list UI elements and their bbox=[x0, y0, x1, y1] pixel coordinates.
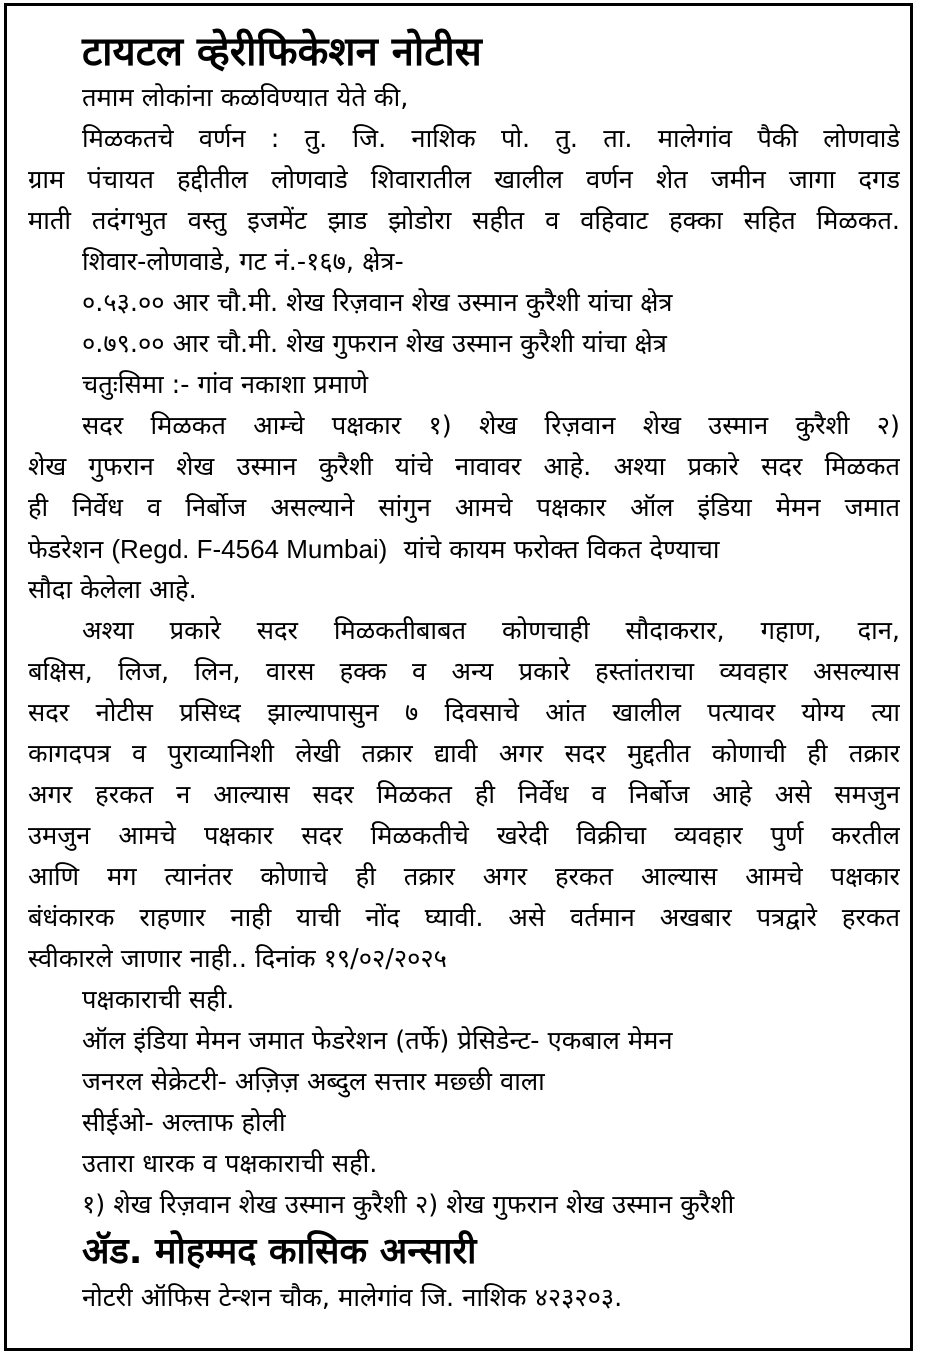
ceo-line: सीईओ- अल्ताफ होली bbox=[82, 1108, 286, 1138]
paragraph-line: स्वीकारले जाणार नाही.. दिनांक १९/०२/२०२५ bbox=[28, 944, 447, 974]
paragraph-line: सौदा केलेला आहे. bbox=[28, 575, 197, 605]
paragraph-line: बक्षिस, लिज, लिन, वारस हक्क व अन्य प्रकारे हस्तांतराचा व्यवहार असल्यास bbox=[28, 657, 900, 687]
paragraph-line: सदर मिळकत आम्चे पक्षकार १) शेख रिज़वान शेख उस्मान कुरैशी २) bbox=[82, 411, 900, 441]
description-line: मिळकतचे वर्णन : तु. जि. नाशिक पो. तु. ता. मालेगांव पैकी लोणवाडे bbox=[82, 124, 900, 154]
registration-number: (Regd. F-4564 Mumbai) bbox=[111, 534, 388, 564]
paragraph-line: शेख गुफरान शेख उस्मान कुरैशी यांचे नावावर आहे. अश्या प्रकारे सदर मिळकत bbox=[28, 452, 900, 482]
area-line: ०.५३.०० आर चौ.मी. शेख रिज़वान शेख उस्मान कुरैशी यांचा क्षेत्र bbox=[82, 288, 673, 318]
advocate-name: ॲड. मोहम्मद कासिक अन्सारी bbox=[82, 1231, 477, 1272]
paragraph-line: उमजुन आमचे पक्षकार सदर मिळकतीचे खरेदी विक्रीचा व्यवहार पुर्ण करतील bbox=[28, 821, 900, 851]
paragraph-text: यांचे कायम फरोक्त विकत देण्याचा bbox=[403, 535, 720, 565]
paragraph-line bbox=[28, 529, 900, 570]
paragraph-line: ही निर्वेध व निर्बोज असल्याने सांगुन आमचे पक्षकार ऑल इंडिया मेमन जमात bbox=[28, 493, 900, 523]
secretary-line: जनरल सेक्रेटरी- अज़िज़ अब्दुल सत्तार मछ्छी वाला bbox=[82, 1067, 545, 1097]
paragraph-line: आणि मग त्यानंतर कोणाचे ही तक्रार अगर हरकत आल्यास आमचे पक्षकार bbox=[28, 862, 900, 892]
paragraph-line: बंधंकारक राहणार नाही याची नोंद घ्यावी. असे वर्तमान अखबार पत्रद्वारे हरकत bbox=[28, 903, 900, 933]
greeting: तमाम लोकांना कळविण्यात येते की, bbox=[82, 83, 409, 113]
holders-line: १) शेख रिज़वान शेख उस्मान कुरैशी २) शेख गुफरान शेख उस्मान कुरैशी bbox=[82, 1190, 735, 1220]
paragraph-line: कागदपत्र व पुराव्यानिशी लेखी तक्रार द्यावी अगर सदर मुद्दतीत कोणाची ही तक्रार bbox=[28, 739, 900, 769]
organization-line: ऑल इंडिया मेमन जमात फेडरेशन (तर्फे) प्रेसिडेन्ट- एकबाल मेमन bbox=[82, 1026, 673, 1056]
notice-body bbox=[28, 26, 900, 1319]
area-line: ०.७९.०० आर चौ.मी. शेख गुफरान शेख उस्मान कुरैशी यांचा क्षेत्र bbox=[82, 329, 667, 359]
survey-line: शिवार-लोणवाडे, गट नं.-१६७, क्षेत्र- bbox=[82, 247, 404, 277]
boundaries-line: चतुःसिमा :- गांव नकाशा प्रमाणे bbox=[82, 370, 369, 400]
paragraph-text: फेडरेशन bbox=[28, 535, 104, 565]
holder-label: उतारा धारक व पक्षकाराची सही. bbox=[82, 1149, 378, 1179]
office-address: नोटरी ऑफिस टेन्शन चौक, मालेगांव जि. नाशिक ४२३२०३. bbox=[82, 1283, 623, 1313]
description-line: ग्राम पंचायत हद्दीतील लोणवाडे शिवारातील खालील वर्णन शेत जमीन जागा दगड bbox=[28, 165, 900, 195]
signature-label: पक्षकाराची सही. bbox=[82, 985, 235, 1015]
paragraph-line: अगर हरकत न आल्यास सदर मिळकत ही निर्वेध व निर्बोज आहे असे समजुन bbox=[28, 780, 900, 810]
paragraph-line: सदर नोटीस प्रसिध्द झाल्यापासुन ७ दिवसाचे आंत खालील पत्यावर योग्य त्या bbox=[28, 698, 900, 728]
description-line: माती तदंगभुत वस्तु इजमेंट झाड झोडोरा सहीत व वहिवाट हक्का सहित मिळकत. bbox=[28, 206, 900, 236]
paragraph-line: अश्या प्रकारे सदर मिळकतीबाबत कोणचाही सौदाकरार, गहाण, दान, bbox=[82, 616, 900, 646]
notice-title: टायटल व्हेरीफिकेशन नोटीस bbox=[82, 29, 482, 75]
